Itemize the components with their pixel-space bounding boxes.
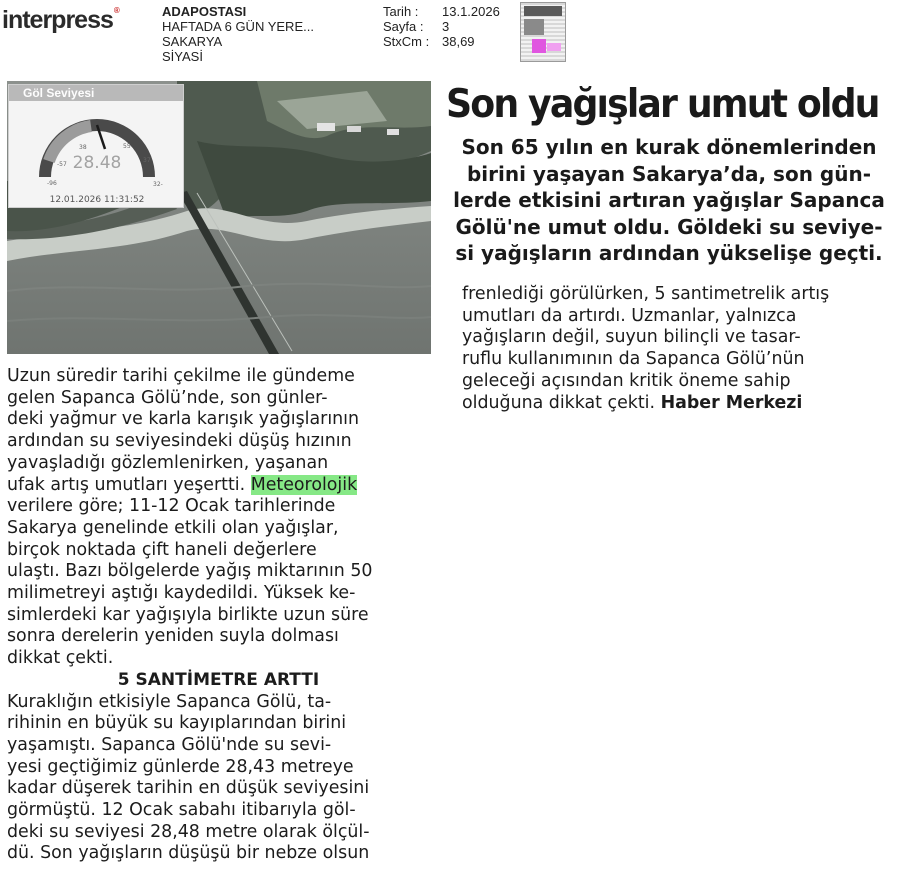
publication-category: SİYASİ: [162, 49, 203, 64]
logo-text: interpress: [2, 6, 113, 34]
body-line: frenlediği görülürken, 5 santimetrelik artış: [462, 284, 830, 304]
gauge-tick: 55: [123, 143, 131, 150]
body-line: verilere göre; 11-12 Ocak tarihlerinde: [7, 496, 336, 517]
date-label: Tarih :: [383, 4, 419, 19]
body-line: yaşamıştı. Sapanca Gölü'nde su sevi-: [7, 734, 332, 755]
body-line: ruflu kullanımının da Sapanca Gölü’nün: [462, 349, 805, 370]
body-line: deki yağmur ve karla karışık yağışlarının: [7, 409, 360, 430]
body-text: olduğuna dikkat çekti.: [462, 392, 661, 413]
highlighted-keyword: Meteorolojik: [250, 474, 358, 495]
article-spot: [449, 134, 889, 267]
body-line: [7, 475, 430, 497]
body-line: görmüştü. 12 Ocak sabahı itibarıyla göl-: [7, 800, 356, 821]
gauge-tick: 38: [79, 144, 87, 151]
gauge-title: Göl Seviyesi: [9, 85, 183, 101]
spot-line: si yağışların ardından yükselişe geçti.: [455, 241, 883, 265]
body-line: rihinin en büyük su kayıplarından birini: [7, 713, 347, 734]
gauge-dial: [9, 101, 185, 191]
body-line: ulaştı. Bazı bölgelerde yağış miktarının 50: [7, 561, 373, 582]
gauge-timestamp: 12.01.2026 11:31:52: [49, 195, 145, 205]
meta-values: [442, 4, 500, 49]
body-line: deki su seviyesi 28,48 metre olarak ölçül-: [7, 821, 370, 842]
spot-line: Gölü'ne umut oldu. Göldeki su seviye-: [455, 214, 883, 239]
meta-labels: [383, 4, 429, 49]
body-line: yesi geçtiğimiz günlerde 28,43 metreye: [7, 756, 354, 777]
article-subheading: 5 SANTİMETRE ARTTI: [117, 669, 320, 690]
page-value: 3: [442, 19, 450, 34]
body-line: dikkat çekti.: [7, 648, 114, 669]
article-signature: Haber Merkezi: [660, 392, 803, 413]
spot-line: birini yaşayan Sakarya’da, son gün-: [466, 161, 871, 186]
body-line: sonra derelerin yeniden suyla dolması: [7, 626, 339, 647]
stxcm-value: 38,69: [442, 34, 475, 49]
article-headline: Son yağışlar umut oldu: [446, 82, 879, 127]
body-line: Kuraklığın etkisiyle Sapanca Gölü, ta-: [7, 691, 332, 712]
body-line: yavaşladığı gözlemlenirken, yaşanan: [7, 452, 329, 473]
publication-name: ADAPOSTASI: [162, 4, 247, 19]
body-line: Uzun süredir tarihi çekilme ile gündeme: [7, 366, 355, 386]
body-line: yağışların değil, suyun bilinçli ve tasar-: [462, 327, 801, 348]
body-line: dü. Son yağışların düşüşü bir nebze olsun: [7, 843, 370, 864]
body-text: ufak artış umutları yeşertti.: [7, 474, 251, 495]
article-body-column-1: [7, 366, 430, 865]
publication-city: SAKARYA: [162, 34, 223, 49]
spot-line: Son 65 yılın en kurak dönemlerinden: [461, 135, 877, 159]
page-thumbnail[interactable]: [520, 2, 566, 62]
interpress-logo: [2, 6, 119, 35]
body-line: [462, 393, 829, 415]
body-line: milimetreyi aştığı kaydedildi. Yüksek ke-: [7, 583, 356, 604]
spot-line: lerde etkisini artıran yağışlar Sapanca: [453, 188, 885, 212]
body-line: Sakarya genelinde etkili olan yağışlar,: [7, 517, 339, 538]
gauge-tick: 37: [143, 157, 151, 164]
body-line: birçok noktada çift haneli değerlere: [7, 539, 317, 560]
gauge-tick: -96: [47, 180, 57, 187]
publication-info: [162, 4, 314, 64]
body-line: geleceği açısından kritik öneme sahip: [462, 370, 791, 391]
gauge-tick: 32-: [153, 181, 163, 188]
publication-frequency: HAFTADA 6 GÜN YERE...: [162, 19, 314, 34]
gauge-value: 28.48: [72, 153, 122, 173]
body-line: kadar düşerek tarihin en düşük seviyesini: [7, 778, 370, 799]
body-line: umutları da artırdı. Uzmanlar, yalnızca: [462, 305, 797, 326]
stxcm-label: StxCm :: [383, 34, 430, 49]
body-line: simlerdeki kar yağışıyla birlikte uzun süre: [7, 604, 369, 625]
body-line: gelen Sapanca Gölü’nde, son günler-: [7, 387, 328, 408]
logo-registered-mark: ®: [113, 6, 119, 15]
article-body-column-2: [462, 284, 829, 414]
gauge-tick: -57: [57, 161, 67, 168]
body-line: ardından su seviyesindeki düşüş hızının: [7, 431, 352, 452]
page-label: Sayfa :: [383, 19, 424, 34]
date-value: 13.1.2026: [442, 4, 500, 19]
lake-level-gauge: [8, 84, 184, 208]
